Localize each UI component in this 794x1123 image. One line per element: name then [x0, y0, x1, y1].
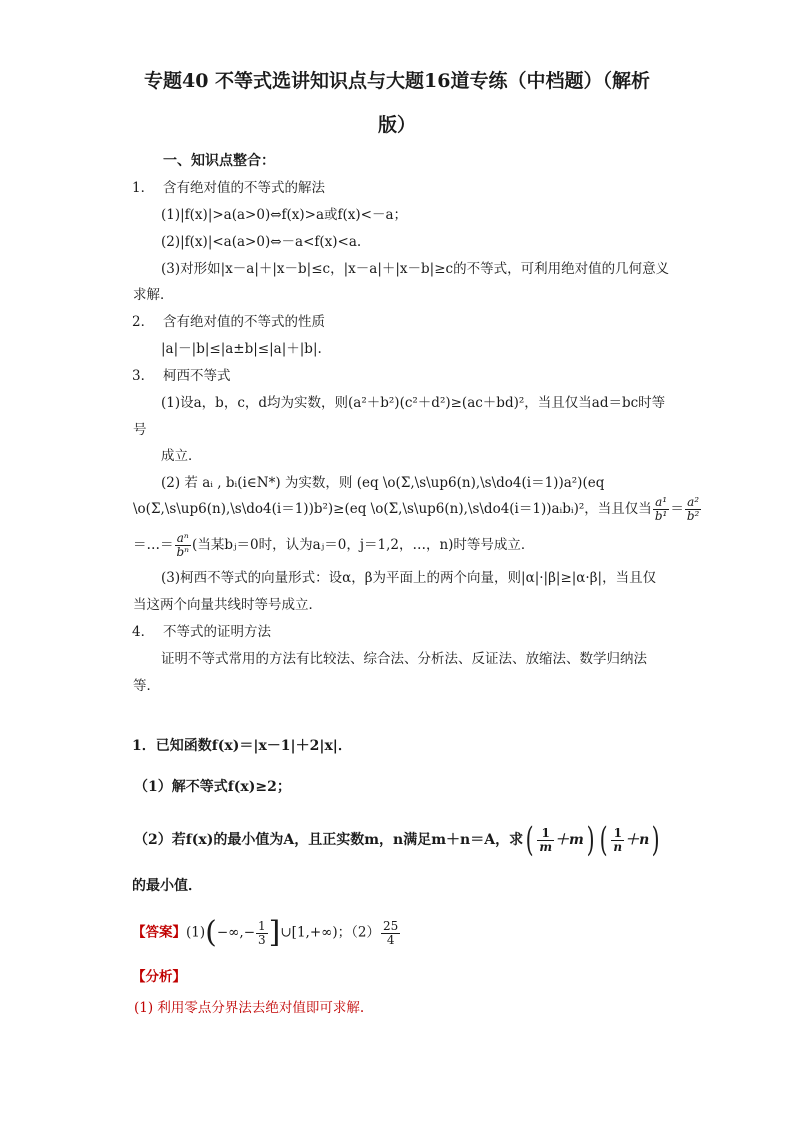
item3-line-b3: [133, 532, 534, 559]
part2-term-1: ＋m: [555, 832, 584, 848]
part2-fraction-2: [611, 827, 624, 854]
item3-line-c2: 当这两个向量共线时等号成立．: [133, 597, 322, 613]
item2-line-a: |a|－|b|≤|a±b|≤|a|＋|b|.: [161, 341, 322, 357]
problem1-part1: （1）解不等式f(x)≥2；: [134, 779, 291, 795]
item1-line-c2: 求解．: [133, 287, 174, 303]
item3-b2-text: \o(Σ,\s\up6(n),\s\do4(i＝1))b²)≥(eq \o(Σ,\s\up6(n),\s\do4(i＝1))aᵢbᵢ)²，当且仅当: [133, 501, 652, 517]
item4-line-a2: 等．: [133, 678, 160, 694]
item1-number: 1．: [132, 180, 155, 196]
item3-b3-text-pre: ＝…＝: [133, 537, 174, 553]
frac-numerator: 1: [611, 827, 624, 841]
part2-fraction-1: [537, 827, 554, 854]
item1-line-b: (2)|f(x)|<a(a>0)⇔－a<f(x)<a.: [161, 234, 362, 250]
part2-text: （2）若f(x)的最小值为A，且正实数m，n满足m＋n＝A，求: [134, 832, 524, 848]
paren-close: ): [586, 820, 595, 860]
frac-denominator: 4: [386, 932, 395, 947]
answer-1-prefix: (1): [186, 924, 206, 941]
answer-2-fraction: [381, 920, 400, 947]
section-heading: 一、知识点整合：: [163, 153, 275, 169]
item3-line-a3: 成立．: [161, 448, 202, 464]
item4-number: 4．: [132, 624, 155, 640]
interval-close-bracket: ]: [268, 915, 281, 950]
paren-close: ): [651, 820, 660, 860]
item2-title: 含有绝对值的不等式的性质: [163, 314, 325, 330]
frac-denominator: b¹: [654, 509, 668, 523]
answer-line: [132, 915, 401, 950]
item3-line-a2: 号: [133, 422, 147, 438]
frac-numerator: a²: [685, 496, 702, 510]
item1-title: 含有绝对值的不等式的解法: [163, 180, 325, 196]
doc-title-line1: 专题40 不等式选讲知识点与大题16道专练（中档题）（解析: [144, 70, 650, 92]
item3-b2-fraction-2: [685, 496, 702, 523]
item3-b3-text-post: (当某bⱼ＝0时，认为aⱼ＝0，j＝1,2，…，n)时等号成立．: [192, 537, 535, 553]
answer-1-fraction: [256, 920, 268, 947]
paren-open: (: [525, 820, 534, 860]
frac-numerator: aⁿ: [175, 532, 192, 546]
item3-title: 柯西不等式: [163, 368, 231, 384]
item4-title: 不等式的证明方法: [163, 624, 271, 640]
answer-1-interval-end: ∪[1,+∞)；（2）: [280, 924, 380, 941]
paren-open: (: [599, 820, 608, 860]
item3-number: 3．: [132, 368, 155, 384]
item3-line-b2: [133, 496, 702, 523]
item3-line-c1: (3)柯西不等式的向量形式：设α，β为平面上的两个向量，则|α|·|β|≥|α·β|，当且仅: [161, 570, 657, 586]
doc-title-line2: 版）: [377, 114, 416, 136]
answer-1-interval-start: −∞,−: [216, 924, 256, 941]
frac-numerator: 25: [383, 918, 399, 933]
problem1-part2: [134, 820, 663, 860]
item3-line-a1: (1)设a，b，c，d均为实数，则(a²＋b²)(c²＋d²)≥(ac＋bd)²，当且仅当ad＝bc时等: [161, 395, 666, 411]
frac-numerator: 1: [258, 918, 266, 933]
problem1-part2-tail: 的最小值．: [132, 878, 202, 894]
frac-denominator: b²: [686, 509, 700, 523]
answer-label: 【答案】: [132, 924, 186, 941]
frac-numerator: a¹: [653, 496, 670, 510]
part2-term-2: ＋n: [625, 832, 650, 848]
analysis-label: 【分析】: [132, 969, 186, 985]
item1-line-c1: (3)对形如|x－a|＋|x－b|≤c，|x－a|＋|x－b|≥c的不等式，可利用绝对值的几何意义: [161, 261, 670, 277]
item3-line-b1: (2) 若 aᵢ , bᵢ(i∈N*) 为实数，则 (eq \o(Σ,\s\up6(n),\s\do4(i＝1))a²)(eq: [161, 475, 605, 491]
item2-number: 2．: [132, 314, 155, 330]
item3-b3-fraction: [175, 532, 192, 559]
frac-denominator: m: [539, 839, 553, 854]
frac-denominator: bⁿ: [176, 545, 190, 559]
frac-denominator: n: [613, 839, 623, 854]
item4-line-a1: 证明不等式常用的方法有比较法、综合法、分析法、反证法、放缩法、数学归纳法: [161, 651, 647, 667]
item3-b2-equals: ＝: [670, 501, 684, 517]
frac-denominator: 3: [258, 932, 266, 947]
interval-open-bracket: (: [205, 915, 217, 950]
problem1-stem: 1．已知函数f(x)＝|x－1|＋2|x|．: [132, 738, 352, 754]
frac-numerator: 1: [537, 827, 554, 841]
item1-line-a: (1)|f(x)|>a(a>0)⇔f(x)>a或f(x)<－a；: [161, 207, 408, 223]
item3-b2-fraction-1: [653, 496, 670, 523]
analysis-line-1: (1) 利用零点分界法去绝对值即可求解.: [134, 1000, 365, 1016]
